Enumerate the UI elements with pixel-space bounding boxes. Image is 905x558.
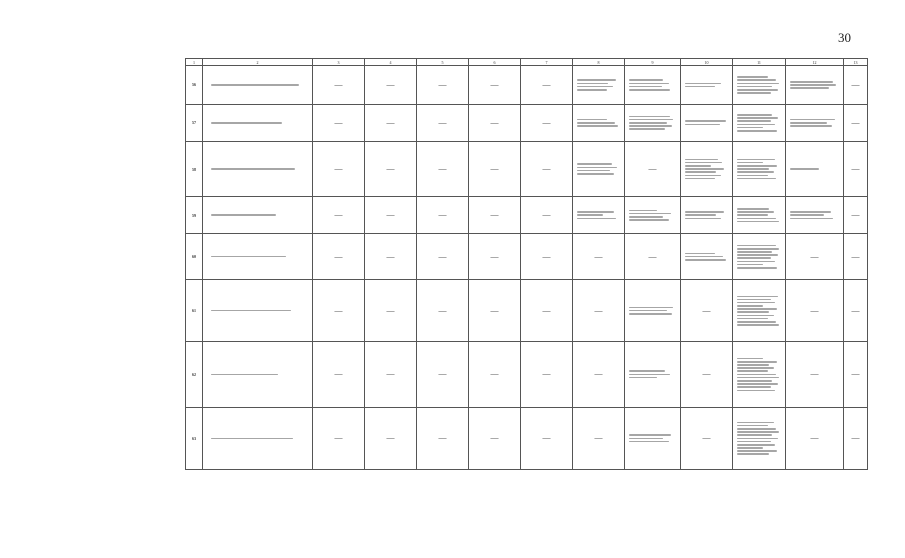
empty-mark: — [313,407,365,469]
empty-mark: — [573,342,625,407]
empty-mark: — [521,197,573,234]
illegible-text-lines [577,211,621,219]
text-line [737,130,777,132]
text-line [577,211,615,213]
empty-mark: — [521,234,573,280]
text-line [629,125,673,127]
illegible-text-lines [211,256,305,258]
empty-mark: — [469,142,521,197]
text-line [737,305,764,307]
text-line [211,256,286,258]
cell-text-illegible [203,104,313,141]
cell-text-illegible [786,104,844,141]
empty-mark: — [417,66,469,104]
text-line [629,310,667,312]
table-body [186,59,868,470]
cell-text-illegible [733,342,786,407]
cell-text-illegible [203,280,313,342]
text-line [737,83,779,85]
text-line [577,170,610,172]
text-line [685,120,726,122]
row-number: 57 [186,104,203,141]
illegible-text-lines [211,168,305,170]
text-line [685,178,716,180]
empty-mark: — [844,142,868,197]
illegible-text-lines [790,81,839,89]
empty-mark: — [786,342,844,407]
cell-text-illegible [203,234,313,280]
table-row [186,407,868,469]
illegible-text-lines [629,307,676,315]
cell-text-illegible [573,142,625,197]
empty-mark: — [681,280,733,342]
text-line [737,453,769,455]
text-line [629,210,657,212]
empty-mark: — [521,407,573,469]
empty-mark: — [844,407,868,469]
column-number-11: 11 [733,59,786,66]
text-line [737,221,779,223]
empty-mark: — [786,407,844,469]
row-number: 59 [186,197,203,234]
empty-mark: — [365,407,417,469]
text-line [685,168,724,170]
empty-mark: — [417,142,469,197]
text-line [737,248,779,250]
empty-mark: — [313,234,365,280]
text-line [629,89,671,91]
cell-text-illegible [203,342,313,407]
text-line [737,208,769,210]
cell-text-illegible [625,407,681,469]
illegible-text-lines [577,119,621,127]
text-line [685,165,711,167]
text-line [790,218,833,220]
text-line [685,259,726,261]
text-line [737,434,773,436]
illegible-text-lines [685,159,729,180]
illegible-text-lines [737,296,782,326]
text-line [737,444,775,446]
empty-mark: — [313,280,365,342]
cell-text-illegible [203,142,313,197]
text-line [685,214,717,216]
column-number-10: 10 [681,59,733,66]
text-line [211,310,292,312]
text-line [577,218,616,220]
illegible-text-lines [790,119,839,127]
illegible-text-lines [629,434,676,442]
text-line [790,168,819,170]
text-line [737,124,775,126]
table-row [186,142,868,197]
text-line [790,87,829,89]
text-line [629,128,665,130]
text-line [737,447,764,449]
empty-mark: — [844,234,868,280]
cell-text-illegible [625,197,681,234]
text-line [737,428,776,430]
empty-mark: — [844,197,868,234]
empty-mark: — [417,197,469,234]
text-line [629,307,673,309]
illegible-text-lines [629,116,676,130]
cell-text-illegible [681,104,733,141]
empty-mark: — [417,342,469,407]
text-line [790,84,836,86]
text-line [685,256,724,258]
text-line [629,119,673,121]
text-line [737,377,779,379]
row-number: 58 [186,142,203,197]
text-line [737,361,777,363]
text-line [737,127,764,129]
cell-text-illegible [625,66,681,104]
text-line [685,218,722,220]
illegible-text-lines [577,79,621,90]
illegible-text-lines [629,210,676,221]
text-line [629,122,667,124]
empty-mark: — [573,407,625,469]
illegible-text-lines [737,159,782,180]
cell-text-illegible [733,104,786,141]
cell-text-illegible [786,142,844,197]
illegible-text-lines [685,253,729,261]
text-line [629,116,671,118]
text-line [577,86,614,88]
empty-mark: — [844,280,868,342]
row-number: 56 [186,66,203,104]
illegible-text-lines [790,211,839,219]
empty-mark: — [365,142,417,197]
text-line [737,431,779,433]
text-line [685,124,720,126]
empty-mark: — [469,342,521,407]
text-line [577,167,617,169]
column-number-3: 3 [313,59,365,66]
text-line [737,114,773,116]
empty-mark: — [625,142,681,197]
text-line [737,76,768,78]
cell-text-illegible [573,66,625,104]
empty-mark: — [365,66,417,104]
cell-text-illegible [573,197,625,234]
text-line [211,168,295,170]
text-line [737,315,775,317]
text-line [737,438,778,440]
text-line [629,86,662,88]
text-line [737,86,773,88]
page-number: 30 [838,30,851,45]
text-line [737,261,775,263]
column-number-1: 1 [186,59,203,66]
text-line [629,216,663,218]
text-line [629,79,663,81]
empty-mark: — [365,104,417,141]
empty-mark: — [786,280,844,342]
text-line [685,175,722,177]
text-line [737,214,768,216]
text-line [737,422,775,424]
empty-mark: — [313,142,365,197]
illegible-text-lines [737,114,782,132]
text-line [577,173,615,175]
text-line [577,119,608,121]
column-number-2: 2 [203,59,313,66]
text-line [737,251,773,253]
illegible-text-lines [737,422,782,455]
table-row [186,104,868,141]
text-line [737,159,775,161]
column-number-5: 5 [417,59,469,66]
text-line [737,425,768,427]
illegible-text-lines [685,120,729,125]
text-line [685,211,724,213]
cell-text-illegible [203,66,313,104]
illegible-text-lines [577,163,621,174]
text-line [737,175,768,177]
empty-mark: — [469,280,521,342]
table-row [186,342,868,407]
text-line [737,171,775,173]
text-line [790,214,824,216]
text-line [629,374,670,376]
cell-text-illegible [203,407,313,469]
text-line [737,311,769,313]
cell-text-illegible [733,407,786,469]
text-line [737,390,775,392]
illegible-text-lines [629,79,676,90]
text-line [577,79,616,81]
text-line [737,374,776,376]
text-line [737,370,768,372]
text-line [629,313,673,315]
text-line [737,168,769,170]
text-line [577,163,612,165]
text-line [737,162,764,164]
empty-mark: — [417,407,469,469]
text-line [577,125,618,127]
empty-mark: — [313,66,365,104]
empty-mark: — [417,104,469,141]
text-line [629,213,672,215]
illegible-text-lines [211,310,305,312]
illegible-text-lines [629,370,676,378]
empty-mark: — [625,234,681,280]
empty-mark: — [417,280,469,342]
cell-text-illegible [733,142,786,197]
empty-mark: — [313,197,365,234]
illegible-text-lines [685,211,729,219]
cell-text-illegible [625,280,681,342]
text-line [629,434,672,436]
text-line [737,79,776,81]
illegible-text-lines [211,84,305,86]
cell-text-illegible [681,234,733,280]
illegible-text-lines [211,214,305,216]
illegible-text-lines [211,122,305,124]
empty-mark: — [365,234,417,280]
text-line [737,386,771,388]
text-line [737,302,775,304]
text-line [737,318,768,320]
text-line [737,165,777,167]
text-line [737,92,771,94]
empty-mark: — [521,280,573,342]
empty-mark: — [521,142,573,197]
text-line [577,89,608,91]
column-number-8: 8 [573,59,625,66]
document-table [185,58,868,470]
text-line [211,84,299,86]
text-line [737,299,771,301]
text-line [629,370,665,372]
text-line [211,122,282,124]
text-line [737,117,778,119]
text-line [685,162,723,164]
text-line [737,211,775,213]
empty-mark: — [786,234,844,280]
column-number-4: 4 [365,59,417,66]
empty-mark: — [313,342,365,407]
text-line [577,214,603,216]
illegible-text-lines [737,245,782,269]
cell-text-illegible [203,197,313,234]
cell-text-illegible [681,66,733,104]
text-line [737,321,776,323]
column-number-9: 9 [625,59,681,66]
illegible-text-lines [737,358,782,391]
row-number: 60 [186,234,203,280]
text-line [577,122,616,124]
column-number-12: 12 [786,59,844,66]
text-line [737,441,771,443]
empty-mark: — [469,104,521,141]
cell-text-illegible [786,197,844,234]
illegible-text-lines [211,374,305,376]
text-line [211,438,293,440]
empty-mark: — [573,280,625,342]
empty-mark: — [469,407,521,469]
cell-text-illegible [573,104,625,141]
text-line [737,308,777,310]
table-row [186,197,868,234]
text-line [211,374,278,376]
table-row [186,66,868,104]
row-number: 63 [186,407,203,469]
empty-mark: — [681,342,733,407]
empty-mark: — [469,234,521,280]
text-line [685,86,716,88]
cell-text-illegible [733,280,786,342]
text-line [790,122,827,124]
cell-text-illegible [625,104,681,141]
empty-mark: — [313,104,365,141]
empty-mark: — [521,342,573,407]
empty-mark: — [521,104,573,141]
empty-mark: — [365,197,417,234]
text-line [685,83,722,85]
illegible-text-lines [790,168,839,170]
text-line [737,245,776,247]
illegible-text-lines [211,438,305,440]
text-line [629,219,669,221]
text-line [737,358,764,360]
text-line [737,364,769,366]
text-line [737,380,773,382]
text-line [790,211,831,213]
text-line [737,264,764,266]
text-line [737,254,778,256]
illegible-text-lines [737,76,782,94]
illegible-text-lines [737,208,782,222]
text-line [737,120,771,122]
column-number-7: 7 [521,59,573,66]
illegible-text-lines [685,83,729,88]
empty-mark: — [469,197,521,234]
empty-mark: — [469,66,521,104]
empty-mark: — [844,104,868,141]
row-number: 61 [186,280,203,342]
empty-mark: — [844,66,868,104]
empty-mark: — [417,234,469,280]
text-line [629,441,669,443]
text-line [737,178,776,180]
cell-text-illegible [733,197,786,234]
column-number-6: 6 [469,59,521,66]
table-row [186,280,868,342]
column-number-row [186,59,868,66]
cell-text-illegible [733,66,786,104]
text-line [737,324,779,326]
text-line [629,377,657,379]
empty-mark: — [521,66,573,104]
text-line [737,450,777,452]
cell-text-illegible [681,197,733,234]
empty-mark: — [844,342,868,407]
cell-text-illegible [733,234,786,280]
empty-mark: — [365,280,417,342]
text-line [629,438,663,440]
column-number-13: 13 [844,59,868,66]
text-line [790,125,832,127]
text-line [737,257,771,259]
row-number: 62 [186,342,203,407]
empty-mark: — [573,234,625,280]
text-line [629,83,669,85]
text-line [737,383,778,385]
text-line [211,214,277,216]
empty-mark: — [365,342,417,407]
text-line [685,159,718,161]
cell-text-illegible [786,66,844,104]
text-line [685,253,716,255]
text-line [685,171,717,173]
text-line [577,83,609,85]
text-line [737,267,777,269]
table-row [186,234,868,280]
text-line [737,89,778,91]
text-line [737,296,778,298]
text-line [737,367,775,369]
empty-mark: — [681,407,733,469]
cell-text-illegible [681,142,733,197]
text-line [790,119,835,121]
cell-text-illegible [625,342,681,407]
text-line [737,218,776,220]
text-line [790,81,833,83]
